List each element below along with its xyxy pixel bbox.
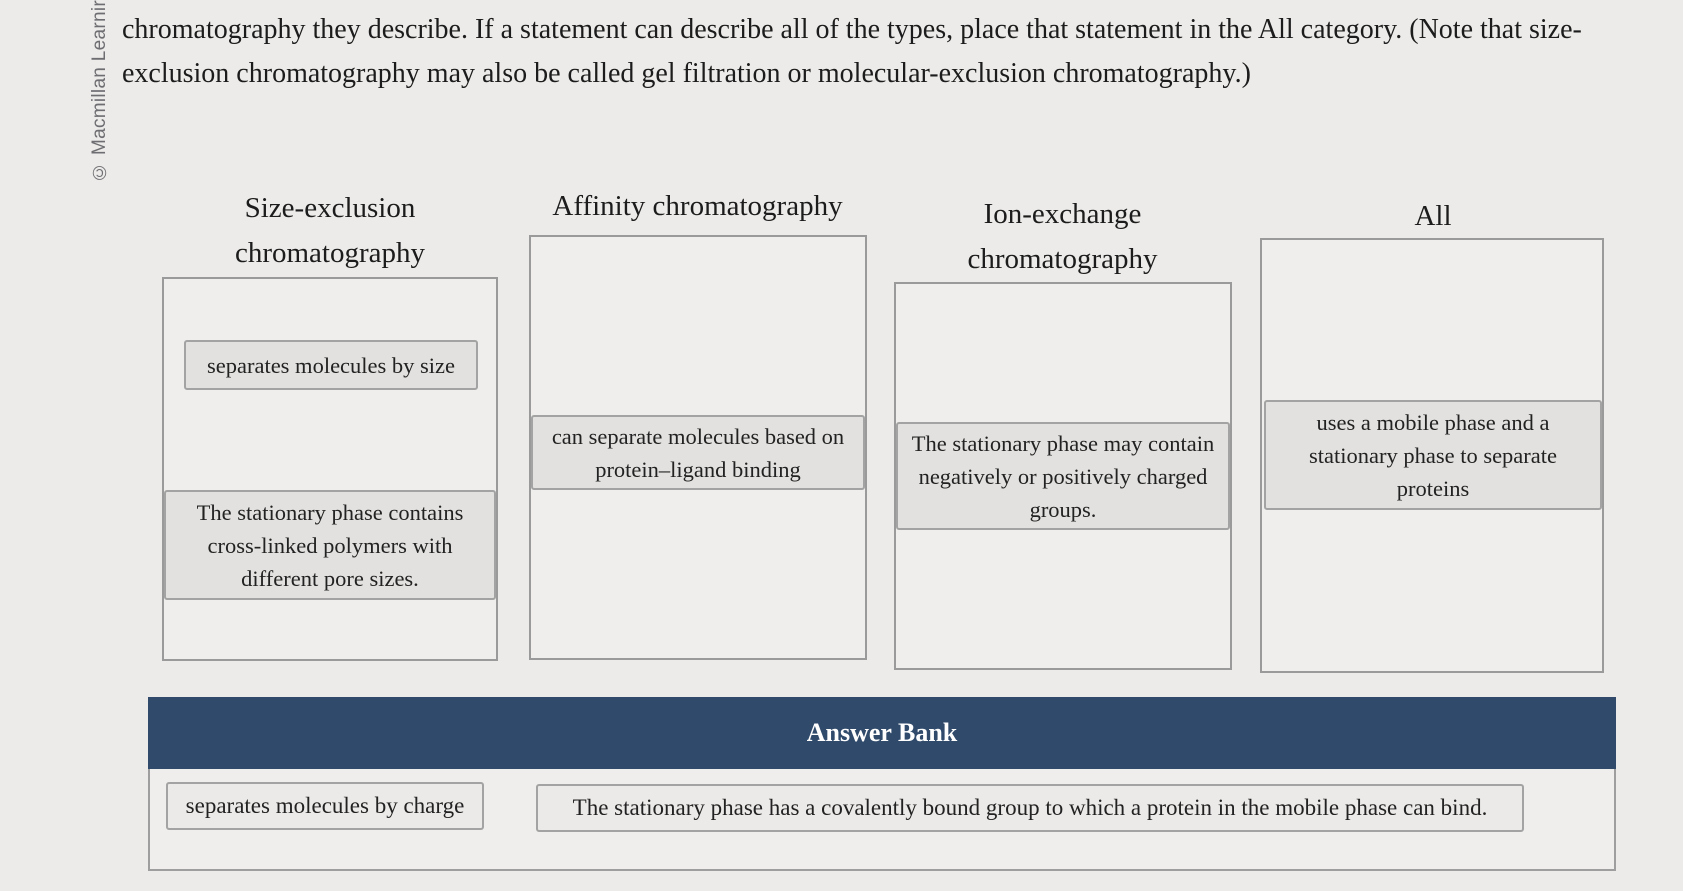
copyright-text: © Macmillan Learnir: [89, 0, 110, 182]
category-title: All: [1414, 200, 1452, 232]
category-affinity: [525, 180, 870, 660]
category-all: [1258, 180, 1608, 675]
copyright-credit: [80, 0, 120, 200]
answer-card[interactable]: The stationary phase may contain negatively or positively charged groups.: [896, 422, 1230, 530]
category-size-exclusion: [160, 180, 500, 660]
category-title: Affinity chromatography: [552, 190, 843, 222]
instructions-text: chromatography they describe. If a statement can describe all of the types, place that statement in the All category. (Note that size-exclusion chromatography may also be called gel filtration or molecular-exclusion chromatography.): [122, 14, 1582, 89]
category-ion-exchange: [890, 180, 1235, 670]
drop-zone-size-exclusion[interactable]: [162, 277, 498, 661]
answer-card[interactable]: separates molecules by size: [184, 340, 478, 390]
category-title: Ion-exchange chromatography: [967, 198, 1158, 275]
answer-bank-item[interactable]: separates molecules by charge: [166, 782, 484, 830]
answer-card[interactable]: can separate molecules based on protein–ligand binding: [531, 415, 865, 490]
answer-card[interactable]: The stationary phase contains cross-linked polymers with different pore sizes.: [164, 490, 496, 600]
answer-bank-title: Answer Bank: [148, 697, 1616, 769]
answer-card[interactable]: uses a mobile phase and a stationary phase to separate proteins: [1264, 400, 1602, 510]
category-title: Size-exclusion chromatography: [234, 192, 426, 269]
answer-bank-item[interactable]: The stationary phase has a covalently bound group to which a protein in the mobile phase can bind.: [536, 784, 1524, 832]
